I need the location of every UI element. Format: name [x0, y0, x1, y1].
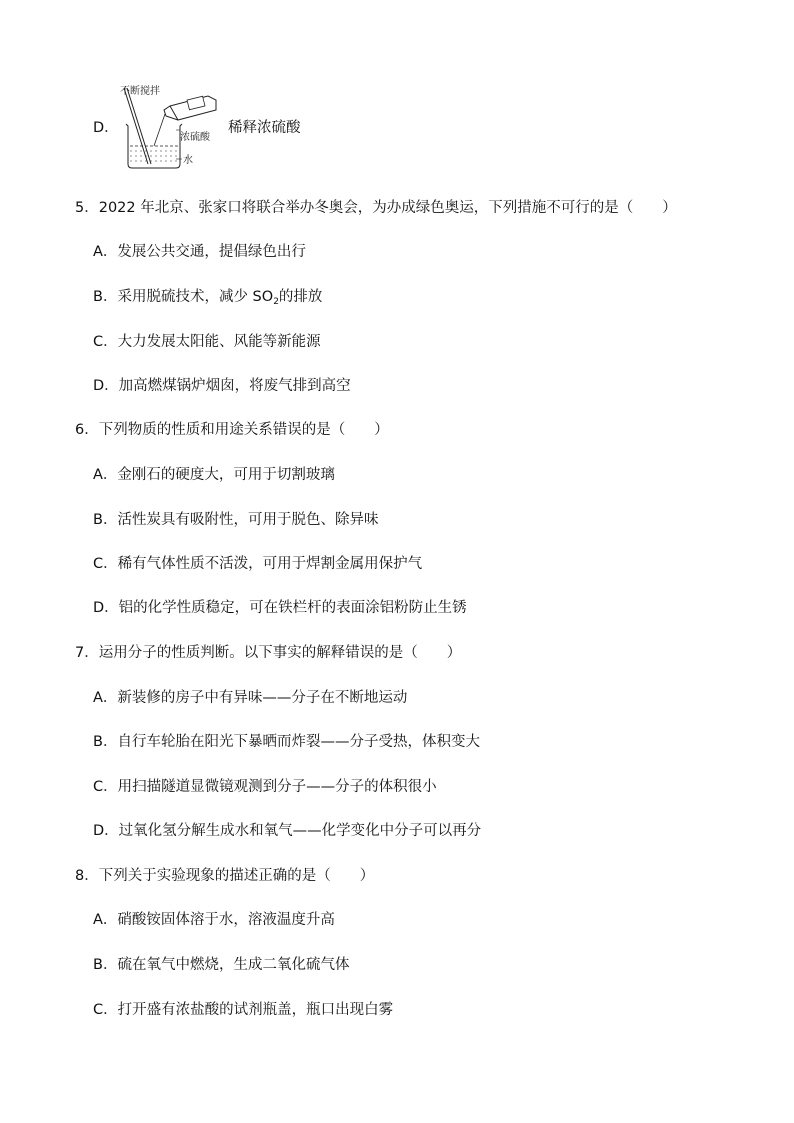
option-d: D．加高燃煤锅炉烟囱，将废气排到高空 [93, 378, 351, 394]
option-b: B．自行车轮胎在阳光下暴晒而炸裂——分子受热，体积变大 [93, 734, 480, 750]
question-stem: 6．下列物质的性质和用途关系错误的是（ ） [75, 422, 389, 438]
question-stem: 7．运用分子的性质判断。以下事实的解释错误的是（ ） [75, 645, 462, 661]
option-d-caption: 稀释浓硫酸 [228, 120, 301, 136]
option-a: A．新装修的房子中有异味——分子在不断地运动 [93, 690, 408, 706]
label-stir: 不断搅拌 [120, 86, 160, 97]
option-c: C．大力发展太阳能、风能等新能源 [93, 334, 321, 350]
option-d: D．铝的化学性质稳定，可在铁栏杆的表面涂铝粉防止生锈 [93, 600, 467, 616]
option-b-text: B．采用脱硫技术，减少 SO [93, 289, 274, 305]
option-a: A．硝酸铵固体溶于水，溶液温度升高 [93, 912, 335, 928]
option-c: C．打开盛有浓盐酸的试剂瓶盖，瓶口出现白雾 [93, 1002, 394, 1018]
option-c: C．稀有气体性质不活泼，可用于焊割金属用保护气 [93, 556, 423, 572]
dilute-sulfuric-acid-figure [118, 84, 228, 174]
option-d-letter: D． [93, 120, 119, 136]
option-b: B．活性炭具有吸附性，可用于脱色、除异味 [93, 512, 379, 528]
option-a: A．金刚石的硬度大，可用于切割玻璃 [93, 467, 335, 483]
option-c: C．用扫描隧道显微镜观测到分子——分子的体积很小 [93, 779, 437, 795]
option-b-text-end: 的排放 [278, 289, 323, 305]
label-water: 水 [183, 155, 193, 166]
label-acid: 浓硫酸 [180, 132, 210, 143]
glass-rod-edge [127, 88, 151, 164]
question-stem: 8．下列关于实验现象的描述正确的是（ ） [75, 868, 375, 884]
option-b [93, 287, 322, 312]
subscript: 2 [273, 297, 279, 307]
question-stem: 5．2022 年北京、张家口将联合举办冬奥会，为办成绿色奥运，下列措施不可行的是（ ） [75, 200, 677, 216]
option-a: A．发展公共交通，提倡绿色出行 [93, 244, 306, 260]
acid-stream [154, 114, 165, 146]
option-d: D．过氧化氢分解生成水和氧气——化学变化中分子可以再分 [93, 823, 482, 839]
option-b: B．硫在氧气中燃烧，生成二氧化硫气体 [93, 957, 350, 973]
